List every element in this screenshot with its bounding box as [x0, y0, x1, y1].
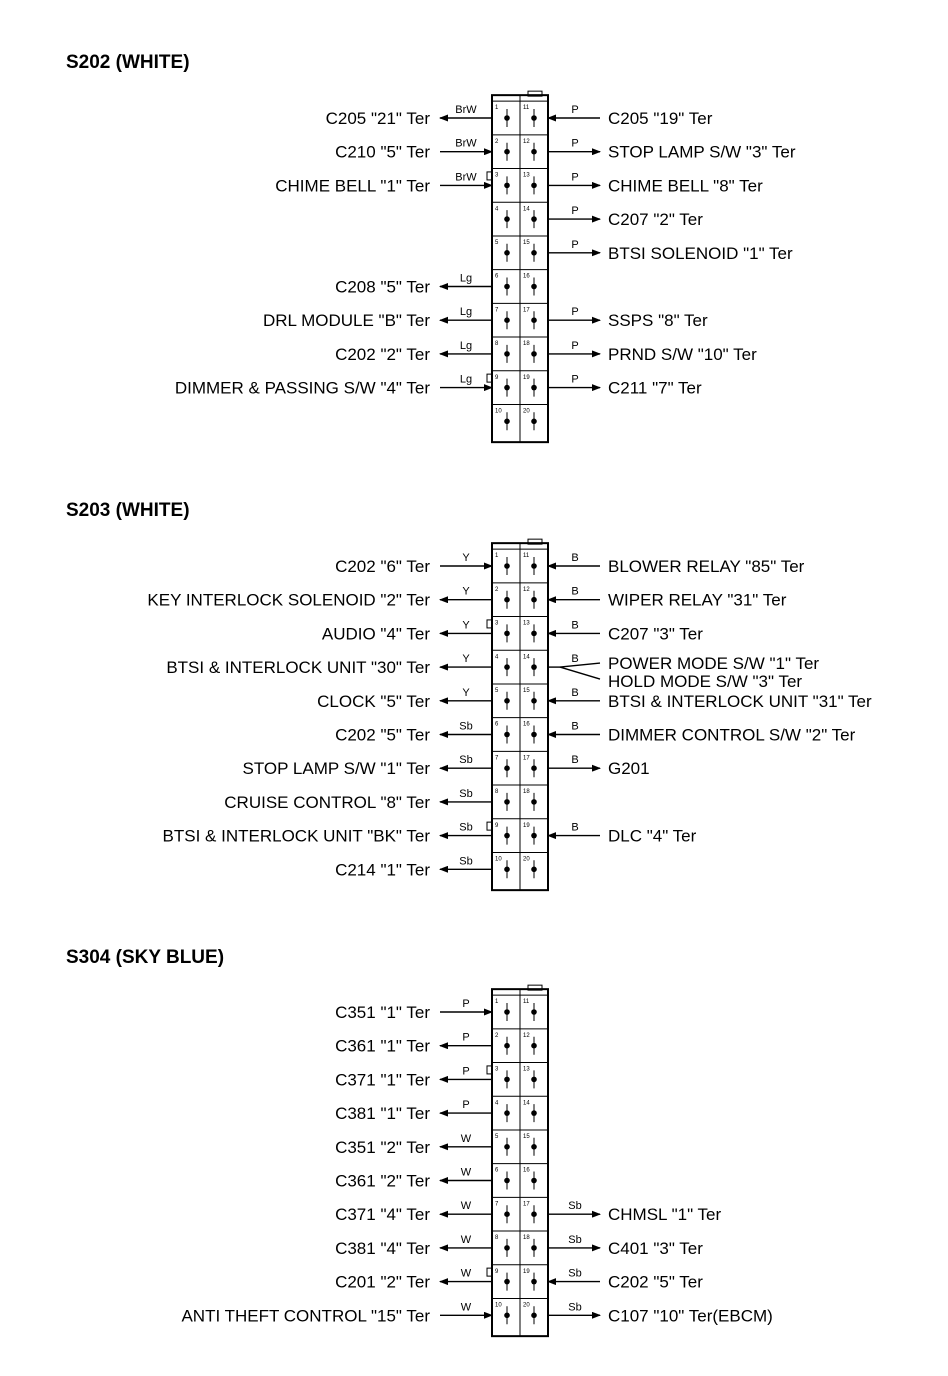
circuit-left — [335, 1268, 492, 1292]
wire-color-label: P — [571, 104, 579, 116]
section-title: S202 (WHITE) — [66, 52, 190, 73]
circuit-left — [224, 788, 492, 812]
circuit-label: C361 "2" Ter — [335, 1171, 430, 1191]
circuit-label: C371 "4" Ter — [335, 1205, 430, 1225]
pin-number: 1 — [495, 105, 499, 112]
pin-number: 17 — [523, 307, 530, 314]
circuit-right — [548, 1268, 703, 1292]
circuit-label: C214 "1" Ter — [335, 860, 430, 880]
circuit-right — [548, 1200, 721, 1224]
pin-number: 16 — [523, 273, 530, 280]
wire-color-label: Sb — [568, 1301, 582, 1314]
pin-number: 18 — [523, 341, 530, 348]
pin-number: 19 — [523, 1268, 530, 1275]
pin-number: 3 — [495, 620, 499, 627]
pin-number: 3 — [495, 172, 499, 179]
circuit-left — [326, 104, 492, 128]
circuit-left — [335, 340, 492, 364]
circuit-right — [548, 653, 819, 691]
circuit-label: C351 "1" Ter — [335, 1003, 430, 1022]
circuit-label: C401 "3" Ter — [608, 1238, 703, 1258]
pin-number: 4 — [495, 654, 499, 661]
wire-color-label: W — [460, 1267, 472, 1280]
circuit-right — [548, 619, 703, 643]
circuit-label: DLC "4" Ter — [608, 826, 697, 846]
wire-color-label: Y — [462, 686, 470, 699]
pin-number: 12 — [523, 138, 530, 145]
circuit-label: DIMMER & PASSING S/W "4" Ter — [174, 378, 430, 398]
circuit-left — [335, 273, 492, 297]
wire-color-label: P — [462, 1099, 470, 1112]
circuit-left — [275, 171, 492, 195]
pin-number: 9 — [495, 374, 499, 381]
circuit-left — [147, 586, 492, 610]
wire-color-label: B — [571, 653, 579, 666]
wire-color-label: B — [571, 585, 579, 598]
circuit-label: C207 "3" Ter — [608, 624, 703, 644]
wire-branch — [560, 663, 600, 667]
circuit-left — [335, 855, 492, 879]
circuit-right — [548, 721, 856, 745]
circuit-left — [335, 1099, 492, 1123]
circuit-left — [335, 138, 492, 162]
pin-number: 15 — [523, 1133, 530, 1140]
wire-color-label: P — [571, 205, 579, 218]
pin-number: 2 — [495, 138, 499, 145]
pin-number: 5 — [495, 1133, 499, 1140]
wire-color-label: W — [460, 1233, 472, 1246]
circuit-left — [335, 998, 492, 1022]
wire-color-label: Lg — [459, 373, 473, 386]
pin-number: 11 — [523, 999, 530, 1006]
circuit-label: C211 "7" Ter — [608, 378, 702, 398]
circuit-label: CHMSL "1" Ter — [608, 1205, 722, 1225]
circuit-left — [335, 1167, 492, 1191]
circuit-label: CHIME BELL "1" Ter — [275, 176, 430, 196]
circuit-label: C201 "2" Ter — [335, 1272, 430, 1292]
circuit-right — [548, 822, 697, 846]
pin-number: 5 — [495, 687, 499, 694]
circuit-label: C207 "2" Ter — [608, 210, 703, 230]
wire-color-label: B — [571, 720, 579, 733]
circuit-label: C210 "5" Ter — [335, 142, 430, 162]
circuit-label: CRUISE CONTROL "8" Ter — [224, 792, 430, 812]
pin-number: 6 — [495, 1167, 499, 1174]
pin-number: 17 — [523, 1201, 530, 1208]
wire-color-label: P — [571, 339, 579, 352]
wire-color-label: B — [571, 552, 579, 564]
pin-number: 14 — [523, 206, 530, 213]
wire-color-label: Y — [462, 552, 470, 564]
wire-color-label: P — [462, 1065, 470, 1078]
circuit-label: C371 "1" Ter — [335, 1070, 430, 1090]
circuit-label: C202 "2" Ter — [335, 344, 430, 364]
wire-color-label: Sb — [568, 1200, 582, 1213]
pin-number: 20 — [523, 856, 530, 863]
pin-number: 4 — [495, 1100, 499, 1107]
pin-number: 11 — [523, 553, 530, 560]
pin-number: 10 — [495, 408, 502, 415]
circuit-left — [335, 1234, 492, 1258]
circuit-left — [335, 1133, 492, 1157]
pin-number: 15 — [523, 239, 530, 246]
wire-color-label: Sb — [568, 1233, 582, 1246]
circuit-label: DRL MODULE "B" Ter — [263, 311, 430, 331]
circuit-right — [548, 754, 650, 778]
circuit-label: C351 "2" Ter — [335, 1137, 430, 1157]
section-title: S203 (WHITE) — [66, 500, 190, 521]
circuit-right — [548, 239, 793, 263]
pin-number: 11 — [523, 105, 530, 112]
pin-number: 13 — [523, 1066, 530, 1073]
wire-color-label: P — [462, 1031, 470, 1044]
wire-color-label: P — [462, 998, 470, 1010]
circuit-right — [548, 374, 702, 398]
pin-number: 2 — [495, 1032, 499, 1039]
wire-color-label: Sb — [459, 787, 473, 800]
circuit-right — [548, 104, 713, 128]
wire-color-label: Y — [462, 653, 470, 666]
circuit-label: C381 "4" Ter — [335, 1238, 430, 1258]
circuit-label: AUDIO "4" Ter — [321, 624, 430, 644]
pin-number: 1 — [495, 999, 499, 1006]
circuit-label: G201 — [608, 759, 650, 779]
wire-color-label: B — [571, 619, 579, 632]
circuit-label: DIMMER CONTROL S/W "2" Ter — [608, 725, 856, 745]
pin-number: 19 — [523, 374, 530, 381]
pin-number: 18 — [523, 789, 530, 796]
pin-number: 9 — [495, 822, 499, 829]
pin-number: 17 — [523, 755, 530, 762]
pin-number: 15 — [523, 687, 530, 694]
circuit-label: C202 "5" Ter — [608, 1272, 703, 1292]
connector-section-1 — [66, 52, 796, 442]
wire-color-label: B — [571, 686, 579, 699]
pin-number: 6 — [495, 273, 499, 280]
pin-number: 7 — [495, 755, 499, 762]
circuit-label: CLOCK "5" Ter — [317, 691, 430, 711]
circuit-right — [548, 205, 703, 229]
circuit-label: BLOWER RELAY "85" Ter — [608, 557, 805, 576]
circuit-left — [335, 552, 492, 576]
circuit-label: KEY INTERLOCK SOLENOID "2" Ter — [147, 590, 430, 610]
pin-number: 13 — [523, 620, 530, 627]
circuit-label: C361 "1" Ter — [335, 1036, 430, 1056]
connector-body — [487, 539, 548, 890]
circuit-left — [335, 1065, 492, 1089]
pin-number: 4 — [495, 206, 499, 213]
circuit-left — [335, 1032, 492, 1056]
pin-number: 14 — [523, 654, 530, 661]
wire-color-label: Sb — [459, 821, 473, 834]
pin-number: 13 — [523, 172, 530, 179]
circuit-label: C381 "1" Ter — [335, 1104, 430, 1124]
wire-color-label: W — [460, 1301, 472, 1314]
pin-number: 16 — [523, 721, 530, 728]
wire-color-label: P — [571, 137, 579, 150]
circuit-left — [243, 754, 493, 778]
circuit-right — [548, 1234, 703, 1258]
pin-number: 8 — [495, 341, 499, 348]
pin-number: 9 — [495, 1268, 499, 1275]
wire-color-label: P — [571, 373, 579, 386]
pin-number: 3 — [495, 1066, 499, 1073]
wire-color-label: BrW — [455, 171, 477, 184]
circuit-label: WIPER RELAY "31" Ter — [608, 590, 787, 610]
pin-number: 7 — [495, 1201, 499, 1208]
circuit-label: BTSI & INTERLOCK UNIT "BK" Ter — [162, 826, 430, 846]
pin-number: 20 — [523, 1302, 530, 1309]
circuit-left — [322, 619, 492, 643]
circuit-left — [263, 306, 492, 330]
circuit-right — [548, 138, 796, 162]
wire-color-label: P — [571, 171, 579, 184]
connector-section-3 — [66, 947, 773, 1336]
wire-color-label: P — [571, 238, 579, 251]
wire-color-label: B — [571, 821, 579, 834]
circuit-right — [548, 552, 805, 576]
pin-number: 1 — [495, 553, 499, 560]
circuit-right — [548, 586, 787, 610]
circuit-label: BTSI & INTERLOCK UNIT "31" Ter — [608, 691, 872, 711]
pin-number: 2 — [495, 586, 499, 593]
pin-number: 6 — [495, 721, 499, 728]
pin-number: 18 — [523, 1235, 530, 1242]
connector-section-2 — [66, 500, 872, 890]
wire-color-label: Y — [462, 585, 470, 598]
circuit-label: C208 "5" Ter — [335, 277, 430, 297]
circuit-label: CHIME BELL "8" Ter — [608, 176, 763, 196]
wire-color-label: Sb — [459, 720, 473, 733]
circuit-left — [181, 1301, 492, 1325]
circuit-label: SSPS "8" Ter — [608, 311, 708, 331]
wire-color-label: Y — [462, 619, 470, 632]
section-title: S304 (SKY BLUE) — [66, 947, 225, 968]
pin-number: 16 — [523, 1167, 530, 1174]
circuit-left — [175, 374, 492, 398]
circuit-right — [548, 340, 757, 364]
wire-color-label: P — [571, 306, 579, 319]
wire-color-label: Sb — [459, 754, 473, 767]
circuit-label: C202 "6" Ter — [335, 557, 430, 576]
pin-number: 12 — [523, 586, 530, 593]
pin-number: 7 — [495, 307, 499, 314]
pin-number: 19 — [523, 822, 530, 829]
pin-number: 5 — [495, 239, 499, 246]
connector-body — [487, 985, 548, 1336]
wire-color-label: B — [571, 754, 579, 767]
wire-color-label: W — [460, 1166, 472, 1179]
wire-color-label: Lg — [459, 339, 473, 352]
wire-color-label: BrW — [455, 104, 477, 116]
circuit-label: C107 "10" Ter(EBCM) — [608, 1306, 773, 1326]
connector-body — [487, 91, 548, 442]
circuit-label: C202 "5" Ter — [335, 725, 430, 745]
circuit-left — [335, 721, 492, 745]
wire-color-label: W — [460, 1200, 472, 1213]
pin-number: 14 — [523, 1100, 530, 1107]
wire-branch — [560, 667, 600, 679]
wire-color-label: Sb — [568, 1267, 582, 1280]
circuit-left — [166, 653, 492, 677]
pin-number: 10 — [495, 1302, 502, 1309]
wire-color-label: Lg — [459, 272, 473, 285]
wire-color-label: Lg — [459, 306, 473, 319]
pin-number: 8 — [495, 789, 499, 796]
circuit-label: C205 "19" Ter — [608, 109, 713, 128]
circuit-label: STOP LAMP S/W "3" Ter — [608, 142, 796, 162]
circuit-label: BTSI SOLENOID "1" Ter — [608, 243, 793, 263]
circuit-label: PRND S/W "10" Ter — [608, 344, 757, 364]
circuit-label-secondary: HOLD MODE S/W "3" Ter — [608, 672, 803, 692]
pin-number: 10 — [495, 856, 502, 863]
circuit-label: ANTI THEFT CONTROL "15" Ter — [181, 1306, 430, 1326]
circuit-label: POWER MODE S/W "1" Ter — [608, 654, 820, 674]
circuit-right — [548, 1301, 773, 1325]
wire-color-label: Sb — [459, 855, 473, 868]
circuit-label: BTSI & INTERLOCK UNIT "30" Ter — [166, 658, 430, 678]
circuit-right — [548, 306, 708, 330]
wire-color-label: W — [460, 1132, 472, 1145]
pin-number: 12 — [523, 1032, 530, 1039]
pin-number: 8 — [495, 1235, 499, 1242]
circuit-label: STOP LAMP S/W "1" Ter — [242, 759, 430, 779]
wire-color-label: BrW — [455, 137, 477, 150]
circuit-right — [548, 171, 763, 195]
circuit-left — [163, 822, 492, 846]
circuit-left — [335, 1200, 492, 1224]
circuit-label: C205 "21" Ter — [325, 109, 430, 128]
circuit-left — [317, 687, 492, 711]
pin-number: 20 — [523, 408, 530, 415]
